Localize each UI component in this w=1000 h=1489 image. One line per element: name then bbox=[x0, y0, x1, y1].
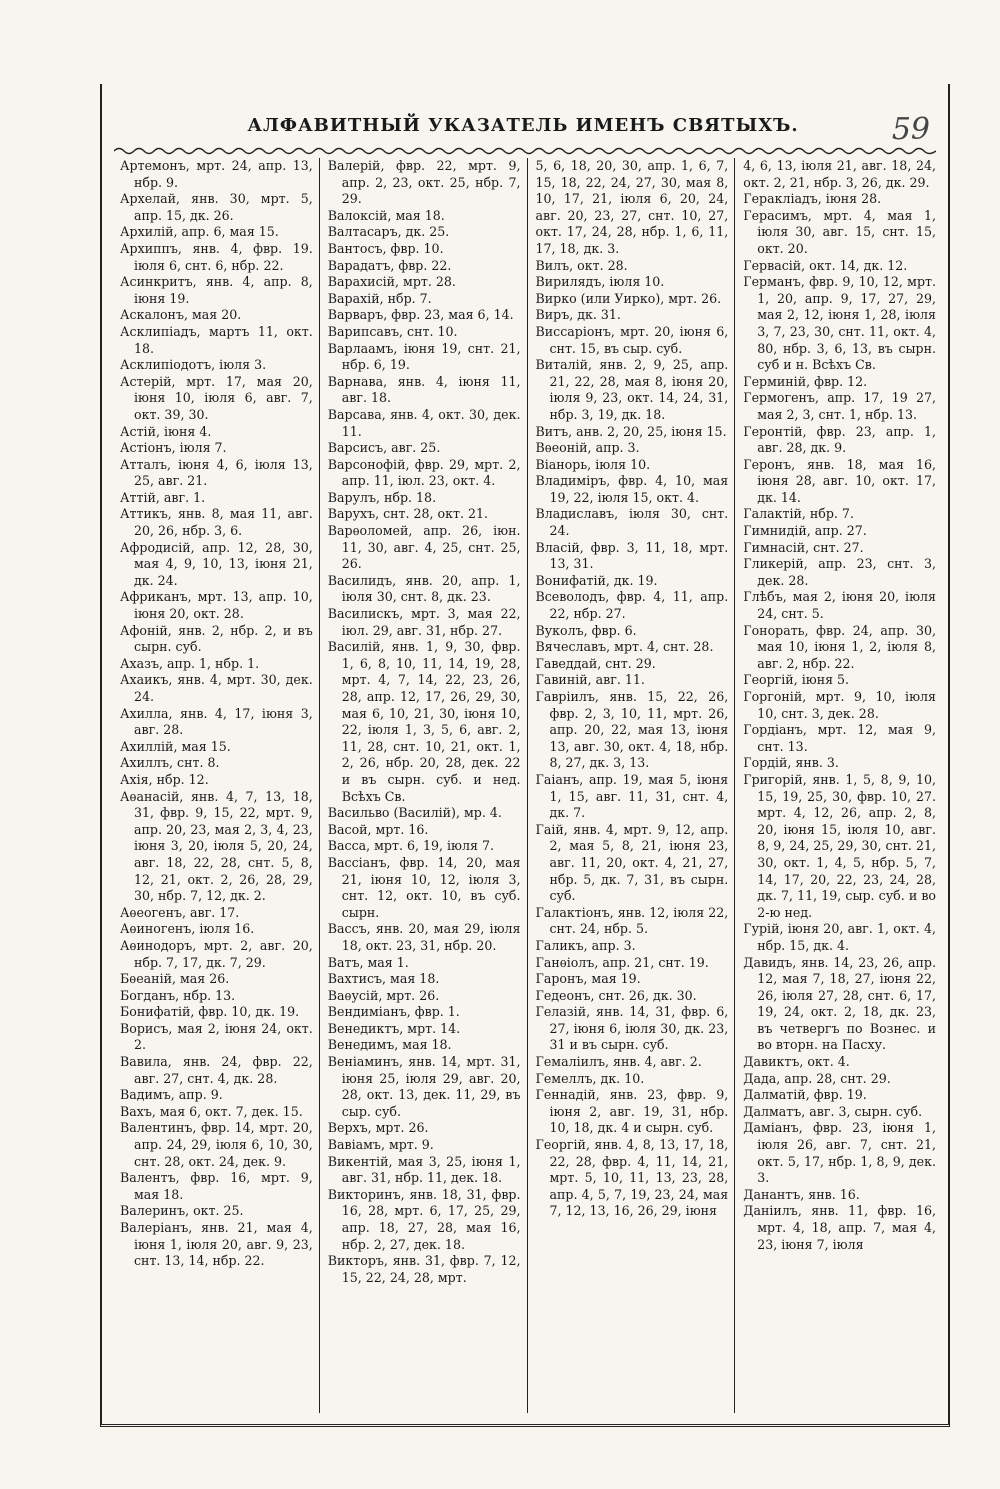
index-entry: Ваѳусій, мрт. 26. bbox=[327, 987, 440, 1003]
index-entry: Горгоній, мрт. 9, 10, іюля 10, снт. 3, дек. 28. bbox=[743, 689, 936, 721]
index-entry: Архилій, апр. 6, мая 15. bbox=[120, 224, 279, 240]
index-entry: Варухъ, снт. 28, окт. 21. bbox=[327, 506, 489, 522]
index-entry: Вилъ, окт. 28. bbox=[535, 257, 628, 273]
index-entry: Власій, фвр. 3, 11, 18, мрт. 13, 31. bbox=[535, 539, 729, 572]
index-entry: Варахій, нбр. 7. bbox=[327, 290, 432, 306]
index-entry: Гервасій, окт. 14, дк. 12. bbox=[743, 257, 908, 273]
index-entry: Григорій, янв. 1, 5, 8, 9, 10, 15, 19, 25, 30, фвр. 10, 27. мрт. 4, 12, 26, апр. 2, 8, 20, іюня 15, іюля 10, авг. 8, 9, 24, 25, 29, 30, снт. 21, 30, окт. 1, 4, 5, нбр. 5, 7, 14, 17, 20, 22, 23, 24, 28, дк. 7, 11, 19, сыр. суб. и во 2-ю нед. bbox=[743, 771, 936, 920]
index-entry: Вячеславъ, мрт. 4, снт. 28. bbox=[535, 639, 714, 655]
index-entry: Венедимъ, мая 18. bbox=[327, 1037, 452, 1053]
index-entry: Васильво (Василій), мр. 4. bbox=[327, 805, 502, 821]
index-entry: Ахилла, янв. 4, 17, іюня 3, авг. 28. bbox=[120, 705, 313, 738]
index-entry: Гликерій, апр. 23, снт. 3, дек. 28. bbox=[743, 556, 936, 588]
index-entry: Всеволодъ, фвр. 4, 11, апр. 22, нбр. 27. bbox=[535, 589, 729, 622]
index-entry: Варахисій, мрт. 28. bbox=[327, 274, 456, 290]
index-columns bbox=[112, 158, 942, 1413]
index-entry: Василидъ, янв. 20, апр. 1, іюля 30, снт. 8, дк. 23. bbox=[327, 572, 521, 605]
index-entry: Бѳеаній, мая 26. bbox=[120, 971, 230, 987]
index-entry: Георгій, іюня 5. bbox=[743, 672, 850, 688]
index-entry: Вѳеоній, апр. 3. bbox=[535, 440, 640, 456]
index-entry: Валентинъ, фвр. 14, мрт. 20, апр. 24, 29, іюля 6, 10, 30, снт. 28, окт. 24, дек. 9. bbox=[120, 1120, 313, 1169]
index-entry: Давидъ, янв. 14, 23, 26, апр. 12, мая 7, 18, 27, іюня 22, 26, іюля 27, 28, снт. 6, 17, 19, 24, окт. 2, 18, дк. 23, въ четвергъ по Вознес. и во вторн. на Пасху. bbox=[743, 954, 936, 1053]
index-entry: Владиміръ, фвр. 4, 10, мая 19, 22, іюля 15, окт. 4. bbox=[535, 473, 729, 505]
index-entry: Васой, мрт. 16. bbox=[327, 821, 429, 837]
index-entry: Гонорать, фвр. 24, апр. 30, мая 10, іюня 1, 2, іюля 8, авг. 2, нбр. 22. bbox=[743, 622, 936, 671]
index-entry: Викторъ, янв. 31, фвр. 7, 12, 15, 22, 24, 28, мрт. bbox=[327, 1253, 521, 1285]
index-entry: Витъ, анв. 2, 20, 25, іюня 15. bbox=[535, 423, 727, 439]
index-entry: Далматъ, авг. 3, сырн. суб. bbox=[743, 1103, 923, 1119]
index-entry: Вонифатій, дк. 19. bbox=[535, 572, 658, 588]
index-entry: Вирилядъ, іюля 10. bbox=[535, 274, 665, 290]
index-entry: Геронъ, янв. 18, мая 16, іюня 28, авг. 10, окт. 17, дк. 14. bbox=[743, 456, 936, 505]
index-entry: Аѳиногенъ, іюля 16. bbox=[120, 921, 255, 937]
index-entry: Аѳеогенъ, авг. 17. bbox=[120, 904, 240, 920]
index-entry: Гелазій, янв. 14, 31, фвр. 6, 27, іюня 6, іюля 30, дк. 23, 31 и въ сырн. суб. bbox=[535, 1004, 729, 1053]
index-entry: Ахазъ, апр. 1, нбр. 1. bbox=[120, 655, 260, 671]
index-entry: Асклипіадъ, мартъ 11, окт. 18. bbox=[120, 323, 313, 356]
index-entry: Василискъ, мрт. 3, мая 22, іюл. 29, авг. 31, нбр. 27. bbox=[327, 606, 521, 638]
index-entry: Галактій, нбр. 7. bbox=[743, 506, 854, 522]
index-entry: Бонифатій, фвр. 10, дк. 19. bbox=[120, 1004, 300, 1020]
column-3 bbox=[528, 158, 736, 1413]
index-entry: Гаведдай, снт. 29. bbox=[535, 655, 656, 671]
index-entry: Аттикъ, янв. 8, мая 11, авг. 20, 26, нбр. 3, 6. bbox=[120, 506, 313, 539]
index-entry: Варѳоломей, апр. 26, іюн. 11, 30, авг. 4, 25, снт. 25, 26. bbox=[327, 523, 521, 572]
index-entry: Георгій, янв. 4, 8, 13, 17, 18, 22, 28, фвр. 4, 11, 14, 21, мрт. 5, 10, 11, 13, 23, 28, апр. 4, 5, 7, 19, 23, 24, мая 7, 12, 13, 16, 26, 29, іюня bbox=[535, 1137, 729, 1219]
index-entry: Васса, мрт. 6, 19, іюля 7. bbox=[327, 838, 494, 854]
index-entry: Виталій, янв. 2, 9, 25, апр. 21, 22, 28, мая 8, іюня 20, іюля 9, 23, окт. 14, 24, 31, нбр. 3, 19, дк. 18. bbox=[535, 357, 729, 422]
index-entry: Гермогенъ, апр. 17, 19 27, мая 2, 3, снт. 1, нбр. 13. bbox=[743, 390, 936, 422]
index-entry: Даміанъ, фвр. 23, іюня 1, іюля 26, авг. 7, снт. 21, окт. 5, 17, нбр. 1, 8, 9, дек. 3. bbox=[743, 1120, 936, 1186]
index-entry: Дада, апр. 28, снт. 29. bbox=[743, 1070, 891, 1086]
index-entry: Архелай, янв. 30, мрт. 5, апр. 15, дк. 26. bbox=[120, 191, 313, 223]
index-entry: Гурій, іюня 20, авг. 1, окт. 4, нбр. 15, дк. 4. bbox=[743, 921, 936, 953]
index-entry: Германъ, фвр. 9, 10, 12, мрт. 1, 20, апр. 9, 17, 27, 29, мая 2, 12, іюня 1, 28, іюля 3, 7, 23, 30, снт. 11, окт. 4, 80, нбр. 3, 6, 13, въ сырн. суб и н. Всѣхъ Св. bbox=[743, 274, 936, 373]
index-entry: Вуколъ, фвр. 6. bbox=[535, 622, 637, 638]
index-entry: 4, 6, 13, іюля 21, авг. 18, 24, окт. 2, 21, нбр. 3, 26, дк. 29. bbox=[743, 158, 936, 190]
index-entry: Варсонофій, фвр. 29, мрт. 2, апр. 11, іюл. 23, окт. 4. bbox=[327, 456, 521, 489]
index-entry: Гимнасій, снт. 27. bbox=[743, 539, 864, 555]
index-entry: Асинкритъ, янв. 4, апр. 8, іюня 19. bbox=[120, 274, 313, 306]
index-entry: Валтасаръ, дк. 25. bbox=[327, 224, 450, 240]
index-entry: Ганѳіолъ, апр. 21, снт. 19. bbox=[535, 954, 709, 970]
index-entry: Вассъ, янв. 20, мая 29, іюля 18, окт. 23, 31, нбр. 20. bbox=[327, 921, 521, 953]
index-entry: 5, 6, 18, 20, 30, апр. 1, 6, 7, 15, 18, 22, 24, 27, 30, мая 8, 10, 17, 21, іюля 6, 20, 24, авг. 20, 23, 27, снт. 10, 27, окт. 17, 24, 28, нбр. 1, 6, 11, 17, 18, дк. 3. bbox=[535, 158, 729, 256]
index-entry: Далматій, фвр. 19. bbox=[743, 1087, 867, 1103]
index-entry: Викторинъ, янв. 18, 31, фвр. 16, 28, мрт. 6, 17, 25, 29, апр. 18, 27, 28, мая 16, нбр. 2, 27, дек. 18. bbox=[327, 1186, 521, 1252]
index-entry: Вассіанъ, фвр. 14, 20, мая 21, іюня 10, 12, іюля 3, снт. 12, окт. 10, въ суб. сырн. bbox=[327, 854, 521, 920]
index-entry: Атталъ, іюня 4, 6, іюля 13, 25, авг. 21. bbox=[120, 456, 313, 489]
index-entry: Верхъ, мрт. 26. bbox=[327, 1120, 429, 1136]
index-entry: Астерій, мрт. 17, мая 20, іюня 10, іюля 6, авг. 7, окт. 39, 30. bbox=[120, 373, 313, 422]
index-entry: Вавіамъ, мрт. 9. bbox=[327, 1137, 434, 1153]
index-entry: Валоксій, мая 18. bbox=[327, 207, 445, 223]
index-entry: Веніаминъ, янв. 14, мрт. 31, іюня 25, іюля 29, авг. 20, 28, окт. 13, дек. 11, 29, въ сыр. суб. bbox=[327, 1054, 521, 1119]
index-entry: Астіонъ, іюля 7. bbox=[120, 440, 227, 456]
index-entry: Аттій, авг. 1. bbox=[120, 489, 206, 505]
index-entry: Герминій, фвр. 12. bbox=[743, 373, 868, 389]
index-entry: Вахтисъ, мая 18. bbox=[327, 971, 440, 987]
index-entry: Владиславъ, іюля 30, снт. 24. bbox=[535, 506, 729, 539]
index-entry: Венедиктъ, мрт. 14. bbox=[327, 1020, 461, 1036]
index-entry: Варулъ, нбр. 18. bbox=[327, 489, 437, 505]
index-entry: Вахъ, мая 6, окт. 7, дек. 15. bbox=[120, 1103, 303, 1119]
index-entry: Ахиллій, мая 15. bbox=[120, 738, 231, 754]
wavy-rule bbox=[114, 146, 936, 156]
index-entry: Вадимъ, апр. 9. bbox=[120, 1087, 223, 1103]
index-entry: Василій, янв. 1, 9, 30, фвр. 1, 6, 8, 10, 11, 14, 19, 28, мрт. 4, 7, 14, 22, 23, 26, 28, апр. 12, 17, 26, 29, 30, мая 6, 10, 21, 30, іюня 10, 22, іюля 1, 3, 5, 6, авг. 2, 11, 28, снт. 10, 21, окт. 1, 2, 26, нбр. 20, 28, дек. 22 и въ сырн. суб. и нед. Всѣхъ Св. bbox=[327, 639, 521, 804]
index-entry: Варсисъ, авг. 25. bbox=[327, 440, 441, 456]
index-entry: Гавиній, авг. 11. bbox=[535, 672, 645, 688]
column-1 bbox=[112, 158, 320, 1413]
column-2 bbox=[320, 158, 528, 1413]
index-entry: Ахиллъ, снт. 8. bbox=[120, 755, 220, 771]
index-entry: Валерій, фвр. 22, мрт. 9, апр. 2, 23, окт. 25, нбр. 7, 29. bbox=[327, 158, 521, 207]
index-entry: Гордіанъ, мрт. 12, мая 9, снт. 13. bbox=[743, 722, 936, 754]
index-entry: Аѳинодоръ, мрт. 2, авг. 20, нбр. 7, 17, дк. 7, 29. bbox=[120, 937, 313, 970]
index-entry: Вендиміанъ, фвр. 1. bbox=[327, 1004, 460, 1020]
index-entry: Валеріанъ, янв. 21, мая 4, іюня 1, іюля 20, авг. 9, 23, снт. 13, 14, нбр. 22. bbox=[120, 1220, 313, 1269]
index-entry: Вирко (или Уирко), мрт. 26. bbox=[535, 290, 722, 306]
index-entry: Виссаріонъ, мрт. 20, іюня 6, снт. 15, въ сыр. суб. bbox=[535, 323, 729, 356]
index-entry: Аскалонъ, мая 20. bbox=[120, 307, 242, 323]
page-number: 59 bbox=[891, 112, 930, 147]
index-entry: Астій, іюня 4. bbox=[120, 423, 212, 439]
index-entry: Африканъ, мрт. 13, апр. 10, іюня 20, окт. 28. bbox=[120, 589, 313, 622]
index-entry: Гемаліилъ, янв. 4, авг. 2. bbox=[535, 1054, 702, 1070]
index-entry: Варлаамъ, іюня 19, снт. 21, нбр. 6, 19. bbox=[327, 340, 521, 373]
index-entry: Архиппъ, янв. 4, фвр. 19. іюля 6, снт. 6, нбр. 22. bbox=[120, 240, 313, 273]
index-entry: Ахія, нбр. 12. bbox=[120, 771, 209, 787]
index-entry: Ахаикъ, янв. 4, мрт. 30, дек. 24. bbox=[120, 672, 313, 704]
index-entry: Асклипіодотъ, іюля 3. bbox=[120, 357, 267, 373]
index-entry: Вантосъ, фвр. 10. bbox=[327, 240, 444, 256]
index-entry: Геракліадъ, іюня 28. bbox=[743, 191, 882, 207]
index-entry: Галактіонъ, янв. 12, іюля 22, снт. 24, нбр. 5. bbox=[535, 904, 729, 937]
index-entry: Геронтій, фвр. 23, апр. 1, авг. 28, дк. 9. bbox=[743, 423, 936, 456]
index-entry: Варсава, янв. 4, окт. 30, дек. 11. bbox=[327, 406, 521, 439]
index-entry: Даніилъ, янв. 11, фвр. 16, мрт. 4, 18, апр. 7, мая 4, 23, іюня 7, іюля bbox=[743, 1203, 936, 1252]
index-entry: Варваръ, фвр. 23, мая 6, 14. bbox=[327, 307, 514, 323]
index-entry: Виръ, дк. 31. bbox=[535, 307, 621, 323]
index-entry: Гедеонъ, снт. 26, дк. 30. bbox=[535, 987, 697, 1003]
index-entry: Валеринъ, окт. 25. bbox=[120, 1203, 244, 1219]
index-entry: Афродисій, апр. 12, 28, 30, мая 4, 9, 10, 13, іюня 21, дк. 24. bbox=[120, 539, 313, 588]
index-entry: Герасимъ, мрт. 4, мая 1, іюля 30, авг. 15, снт. 15, окт. 20. bbox=[743, 207, 936, 256]
index-entry: Валентъ, фвр. 16, мрт. 9, мая 18. bbox=[120, 1170, 313, 1202]
index-entry: Геннадій, янв. 23, фвр. 9, іюня 2, авг. 19, 31, нбр. 10, 18, дк. 4 и сырн. суб. bbox=[535, 1087, 729, 1136]
index-entry: Ватъ, мая 1. bbox=[327, 954, 409, 970]
index-entry: Варадатъ, фвр. 22. bbox=[327, 257, 452, 273]
index-entry: Артемонъ, мрт. 24, апр. 13, нбр. 9. bbox=[120, 158, 313, 190]
index-entry: Викентій, мая 3, 25, іюня 1, авг. 31, нбр. 11, дек. 18. bbox=[327, 1153, 521, 1186]
index-entry: Галикъ, апр. 3. bbox=[535, 937, 636, 953]
index-entry: Гаій, янв. 4, мрт. 9, 12, апр. 2, мая 5, 8, 21, іюня 23, авг. 11, 20, окт. 4, 21, 27, нбр. 5, дк. 7, 31, въ сырн. суб. bbox=[535, 821, 729, 904]
index-entry: Віанорь, іюля 10. bbox=[535, 456, 651, 472]
index-entry: Афоній, янв. 2, нбр. 2, и въ сырн. суб. bbox=[120, 622, 313, 655]
column-4 bbox=[735, 158, 942, 1413]
index-entry: Давиктъ, окт. 4. bbox=[743, 1054, 850, 1070]
index-entry: Гаронъ, мая 19. bbox=[535, 971, 641, 987]
index-entry: Гемеллъ, дк. 10. bbox=[535, 1070, 645, 1086]
index-entry: Гордій, янв. 3. bbox=[743, 755, 839, 771]
index-entry: Гимнидій, апр. 27. bbox=[743, 523, 867, 539]
index-entry: Варнава, янв. 4, іюня 11, авг. 18. bbox=[327, 373, 521, 406]
index-entry: Богданъ, нбр. 13. bbox=[120, 987, 236, 1003]
index-entry: Вавила, янв. 24, фвр. 22, авг. 27, снт. 4, дк. 28. bbox=[120, 1054, 313, 1086]
index-entry: Аѳанасій, янв. 4, 7, 13, 18, 31, фвр. 9, 15, 22, мрт. 9, апр. 20, 23, мая 2, 3, 4, 23, іюня 3, 20, іюля 5, 20, 24, авг. 18, 22, 28, снт. 5, 8, 12, 21, окт. 2, 26, 28, 29, 30, нбр. 7, 12, дк. 2. bbox=[120, 788, 313, 904]
index-entry: Данантъ, янв. 16. bbox=[743, 1186, 860, 1202]
index-entry: Глѣбъ, мая 2, іюня 20, іюля 24, снт. 5. bbox=[743, 589, 936, 622]
page-title: АЛФАВИТНЫЙ УКАЗАТЕЛЬ ИМЕНЪ СВЯТЫХЪ. bbox=[247, 115, 799, 136]
index-entry: Гавріилъ, янв. 15, 22, 26, фвр. 2, 3, 10, 11, мрт. 26, апр. 20, 22, мая 13, іюня 13, авг. 30, окт. 4, 18, нбр. 8, 27, дк. 3, 13. bbox=[535, 689, 729, 771]
index-entry: Варипсавъ, снт. 10. bbox=[327, 323, 458, 339]
index-entry: Ворисъ, мая 2, іюня 24, окт. 2. bbox=[120, 1020, 313, 1053]
index-entry: Гаіанъ, апр. 19, мая 5, іюня 1, 15, авг. 11, 31, снт. 4, дк. 7. bbox=[535, 771, 729, 821]
